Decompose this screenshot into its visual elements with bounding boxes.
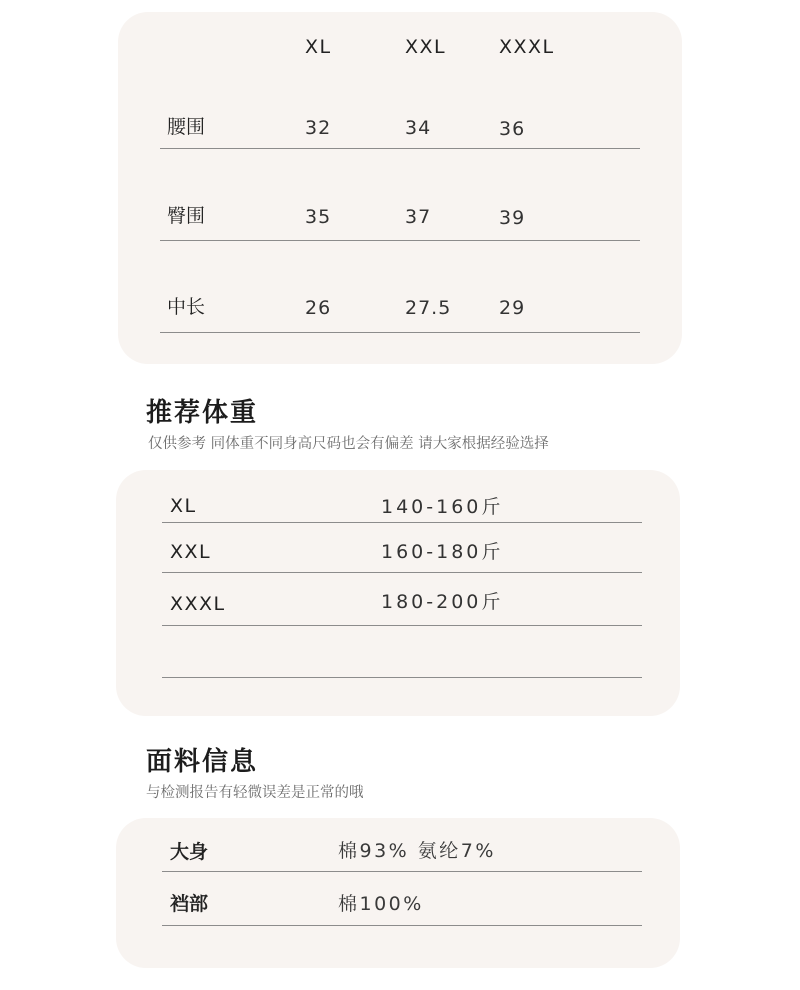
size-cell: 29 bbox=[499, 297, 526, 319]
row-divider bbox=[162, 925, 642, 926]
row-divider bbox=[162, 871, 642, 872]
weight-section-subtitle: 仅供参考 同体重不同身高尺码也会有偏差 请大家根据经验选择 bbox=[148, 436, 549, 452]
weight-range-value: 180-200斤 bbox=[381, 591, 504, 613]
row-divider bbox=[162, 572, 642, 573]
fabric-value-body: 棉93% 氨纶7% bbox=[338, 840, 496, 862]
weight-size-label: XXL bbox=[170, 541, 212, 563]
size-cell: 27.5 bbox=[405, 297, 452, 319]
weight-range-value: 140-160斤 bbox=[381, 496, 504, 518]
size-cell: 37 bbox=[405, 206, 432, 228]
row-divider bbox=[162, 522, 642, 523]
fabric-section-subtitle: 与检测报告有轻微误差是正常的哦 bbox=[146, 785, 364, 801]
weight-size-label: XXXL bbox=[170, 593, 226, 615]
row-divider bbox=[162, 625, 642, 626]
size-cell: 35 bbox=[305, 206, 332, 228]
size-header-xxl: XXL bbox=[405, 36, 447, 58]
weight-size-label: XL bbox=[170, 495, 197, 517]
size-header-xl: XL bbox=[305, 36, 332, 58]
size-cell: 39 bbox=[499, 207, 526, 229]
row-divider bbox=[160, 332, 640, 333]
row-divider bbox=[160, 148, 640, 149]
fabric-label-body: 大身 bbox=[170, 841, 209, 863]
size-row-label-length: 中长 bbox=[167, 296, 206, 318]
size-row-label-hip: 臀围 bbox=[167, 205, 206, 227]
fabric-label-crotch: 裆部 bbox=[170, 893, 209, 915]
fabric-value-crotch: 棉100% bbox=[338, 893, 424, 915]
row-divider bbox=[160, 240, 640, 241]
size-cell: 34 bbox=[405, 117, 432, 139]
fabric-section-title: 面料信息 bbox=[146, 747, 259, 777]
size-cell: 26 bbox=[305, 297, 332, 319]
size-cell: 36 bbox=[499, 118, 526, 140]
weight-section-title: 推荐体重 bbox=[146, 398, 259, 428]
size-cell: 32 bbox=[305, 117, 332, 139]
size-header-xxxl: XXXL bbox=[499, 36, 555, 58]
weight-range-value: 160-180斤 bbox=[381, 541, 504, 563]
size-row-label-waist: 腰围 bbox=[167, 116, 206, 138]
row-divider bbox=[162, 677, 642, 678]
